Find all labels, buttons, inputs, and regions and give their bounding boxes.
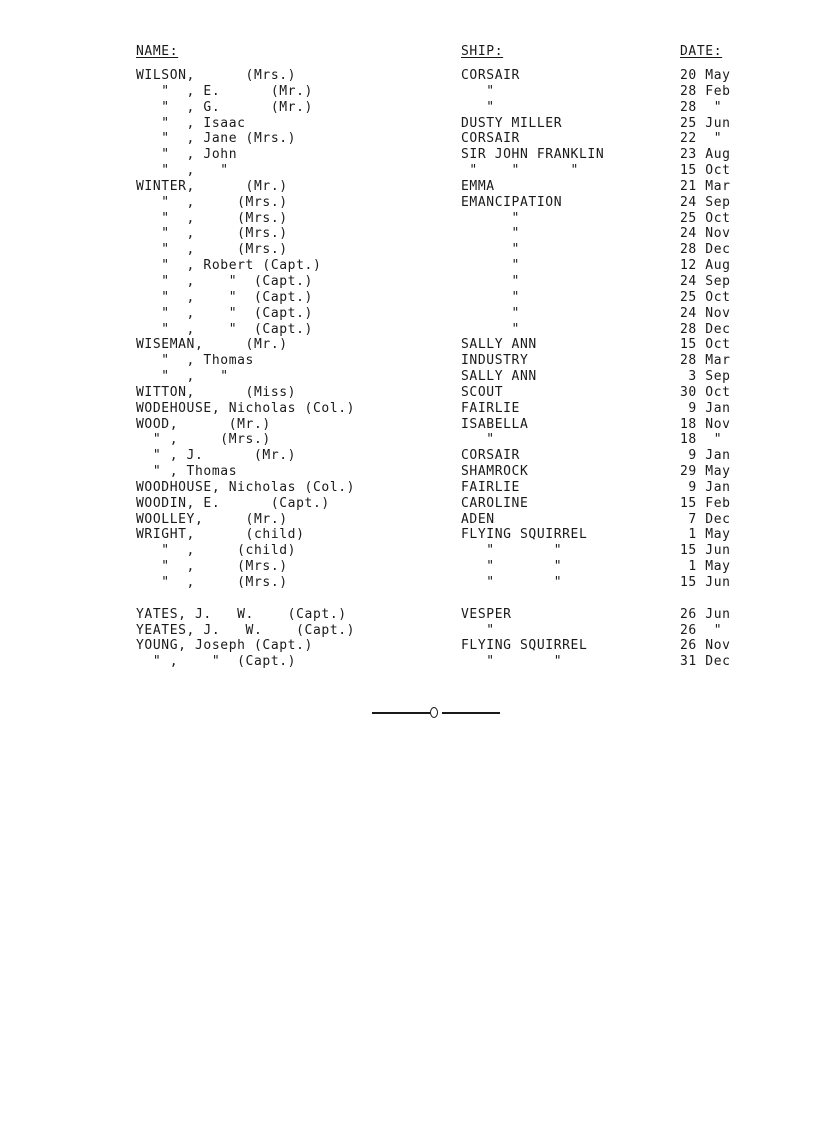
list-row <box>0 369 816 385</box>
entry-name: WILSON, (Mrs.) <box>136 68 297 83</box>
list-row <box>0 448 816 464</box>
date-column-header: DATE: <box>680 44 723 59</box>
entry-ship: " " " <box>461 163 579 179</box>
entry-ship: FAIRLIE <box>461 400 520 416</box>
entry-date: 25 Oct <box>680 210 731 226</box>
entry-date: 29 May <box>680 464 731 480</box>
list-row <box>0 638 816 654</box>
list-row <box>0 242 816 258</box>
entry-ship: SCOUT <box>461 384 504 400</box>
entry-ship: EMMA <box>461 178 495 194</box>
entry-date: 28 Feb <box>680 83 731 99</box>
entry-date: 26 " <box>680 622 723 638</box>
entry-date: 9 Jan <box>680 400 731 416</box>
list-row <box>0 480 816 496</box>
entry-date: 24 Sep <box>680 194 731 210</box>
entry-name: WITTON, (Miss) <box>136 384 297 400</box>
entry-name: WISEMAN, (Mr.) <box>136 337 288 353</box>
list-row <box>0 337 816 353</box>
entry-name: WOODHOUSE, Nicholas (Col.) <box>136 479 356 495</box>
entry-ship: DUSTY MILLER <box>461 115 563 131</box>
list-row <box>0 211 816 227</box>
entry-name: " , (Mrs.) <box>136 432 271 448</box>
entry-name: " , (Mrs.) <box>136 575 288 590</box>
entry-date: 28 Mar <box>680 353 731 369</box>
list-row <box>0 116 816 132</box>
entry-name: " , (Mrs.) <box>136 194 288 210</box>
entry-name: " , Robert (Capt.) <box>136 258 322 274</box>
entry-name: " , J. (Mr.) <box>136 448 297 464</box>
entry-date: 15 Jun <box>680 543 731 559</box>
list-row <box>0 147 816 163</box>
entry-ship: INDUSTRY <box>461 353 529 369</box>
entry-ship: FLYING SQUIRREL <box>461 638 588 654</box>
entry-name: " , Jane (Mrs.) <box>136 131 297 147</box>
entry-name: " , " (Capt.) <box>136 289 313 305</box>
list-row <box>0 464 816 480</box>
entry-date: 30 Oct <box>680 384 731 400</box>
entry-date: 15 Oct <box>680 163 731 179</box>
entry-name: " , " <box>136 163 229 179</box>
entry-date: 9 Jan <box>680 479 731 495</box>
list-row <box>0 274 816 290</box>
entry-name: WODEHOUSE, Nicholas (Col.) <box>136 400 356 416</box>
entry-ship: " <box>461 83 495 99</box>
entry-ship: " <box>461 242 520 258</box>
entry-ship: FAIRLIE <box>461 479 520 495</box>
entry-name: " , " (Capt.) <box>136 273 313 289</box>
name-column-header: NAME: <box>136 44 179 59</box>
entry-ship: " " <box>461 654 563 670</box>
list-row <box>0 512 816 528</box>
entry-date: 25 Jun <box>680 115 731 131</box>
entry-name: " , (Mrs.) <box>136 242 288 258</box>
entry-name: " , " (Capt.) <box>136 321 313 337</box>
list-row <box>0 353 816 369</box>
entry-ship: SIR JOHN FRANKLIN <box>461 147 605 163</box>
entry-ship: " <box>461 210 520 226</box>
entry-ship: " <box>461 289 520 305</box>
entry-name: " , " <box>136 369 229 385</box>
entry-name: " , (Mrs.) <box>136 210 288 226</box>
list-row <box>0 322 816 338</box>
entry-date: 1 May <box>680 527 731 543</box>
entry-ship: " <box>461 305 520 321</box>
entry-name: " , Thomas <box>136 353 254 369</box>
entry-date: 25 Oct <box>680 289 731 305</box>
entry-date: 28 Dec <box>680 242 731 258</box>
entry-name: " , G. (Mr.) <box>136 99 313 115</box>
entry-ship: " <box>461 226 520 242</box>
passenger-list <box>0 68 816 670</box>
entry-ship: CORSAIR <box>461 131 520 147</box>
entry-ship: SHAMROCK <box>461 464 529 480</box>
entry-date: 28 " <box>680 99 723 115</box>
entry-date: 24 Nov <box>680 226 731 242</box>
entry-ship: CORSAIR <box>461 68 520 83</box>
entry-ship: " <box>461 622 495 638</box>
entry-date: 7 Dec <box>680 511 731 527</box>
list-row <box>0 131 816 147</box>
entry-ship: " " <box>461 559 563 575</box>
list-row <box>0 654 816 670</box>
entry-ship: " <box>461 273 520 289</box>
entry-ship: FLYING SQUIRREL <box>461 527 588 543</box>
list-row <box>0 226 816 242</box>
entry-ship: EMANCIPATION <box>461 194 563 210</box>
entry-ship: ISABELLA <box>461 416 529 432</box>
entry-name: WOODIN, E. (Capt.) <box>136 495 330 511</box>
entry-name: " , " (Capt.) <box>136 305 313 321</box>
entry-date: 9 Jan <box>680 448 731 464</box>
list-row <box>0 179 816 195</box>
entry-ship: SALLY ANN <box>461 337 537 353</box>
list-row <box>0 100 816 116</box>
entry-date: 23 Aug <box>680 147 731 163</box>
list-row <box>0 195 816 211</box>
entry-ship: ADEN <box>461 511 495 527</box>
entry-name: WOOLLEY, (Mr.) <box>136 511 288 527</box>
list-row <box>0 68 816 84</box>
list-row <box>0 496 816 512</box>
entry-ship: " <box>461 258 520 274</box>
entry-ship: CAROLINE <box>461 495 529 511</box>
entry-date: 22 " <box>680 131 723 147</box>
list-row <box>0 591 816 607</box>
entry-name: WINTER, (Mr.) <box>136 178 288 194</box>
entry-date: 20 May <box>680 68 731 83</box>
list-row <box>0 401 816 417</box>
list-row <box>0 163 816 179</box>
entry-date: 1 May <box>680 559 731 575</box>
entry-date: 12 Aug <box>680 258 731 274</box>
entry-date: 24 Nov <box>680 305 731 321</box>
end-of-list-divider <box>372 704 500 722</box>
entry-date: 3 Sep <box>680 369 731 385</box>
entry-ship: " <box>461 99 495 115</box>
list-row <box>0 417 816 433</box>
list-row <box>0 527 816 543</box>
entry-name: WOOD, (Mr.) <box>136 416 271 432</box>
entry-name: " , (Mrs.) <box>136 226 288 242</box>
entry-name: " , E. (Mr.) <box>136 83 313 99</box>
entry-ship: SALLY ANN <box>461 369 537 385</box>
entry-ship: " " <box>461 543 563 559</box>
entry-name: " , (child) <box>136 543 297 559</box>
list-row <box>0 623 816 639</box>
entry-date: 28 Dec <box>680 321 731 337</box>
entry-name: " , Thomas <box>136 464 238 480</box>
entry-date: 21 Mar <box>680 178 731 194</box>
entry-name: WRIGHT, (child) <box>136 527 305 543</box>
entry-name: YOUNG, Joseph (Capt.) <box>136 638 313 654</box>
entry-date: 31 Dec <box>680 654 731 670</box>
list-row <box>0 385 816 401</box>
entry-ship: " <box>461 321 520 337</box>
entry-ship: VESPER <box>461 606 512 622</box>
list-row <box>0 559 816 575</box>
list-row <box>0 258 816 274</box>
entry-date: 15 Jun <box>680 575 731 590</box>
entry-ship: " <box>461 432 495 448</box>
list-row <box>0 432 816 448</box>
list-row <box>0 575 816 591</box>
list-row <box>0 290 816 306</box>
entry-ship: CORSAIR <box>461 448 520 464</box>
entry-name: " , Isaac <box>136 115 246 131</box>
ship-column-header: SHIP: <box>461 44 504 59</box>
list-row <box>0 543 816 559</box>
entry-date: 26 Jun <box>680 606 731 622</box>
entry-name: " , " (Capt.) <box>136 654 297 670</box>
entry-date: 18 " <box>680 432 723 448</box>
column-header-row <box>0 44 816 60</box>
list-row <box>0 306 816 322</box>
list-row <box>0 84 816 100</box>
entry-date: 18 Nov <box>680 416 731 432</box>
entry-name: YEATES, J. W. (Capt.) <box>136 622 356 638</box>
entry-date: 15 Feb <box>680 495 731 511</box>
entry-date: 24 Sep <box>680 273 731 289</box>
list-row <box>0 607 816 623</box>
entry-name: " , John <box>136 147 238 163</box>
entry-ship: " " <box>461 575 563 590</box>
entry-date: 15 Oct <box>680 337 731 353</box>
entry-date: 26 Nov <box>680 638 731 654</box>
entry-name: YATES, J. W. (Capt.) <box>136 606 347 622</box>
entry-name: " , (Mrs.) <box>136 559 288 575</box>
